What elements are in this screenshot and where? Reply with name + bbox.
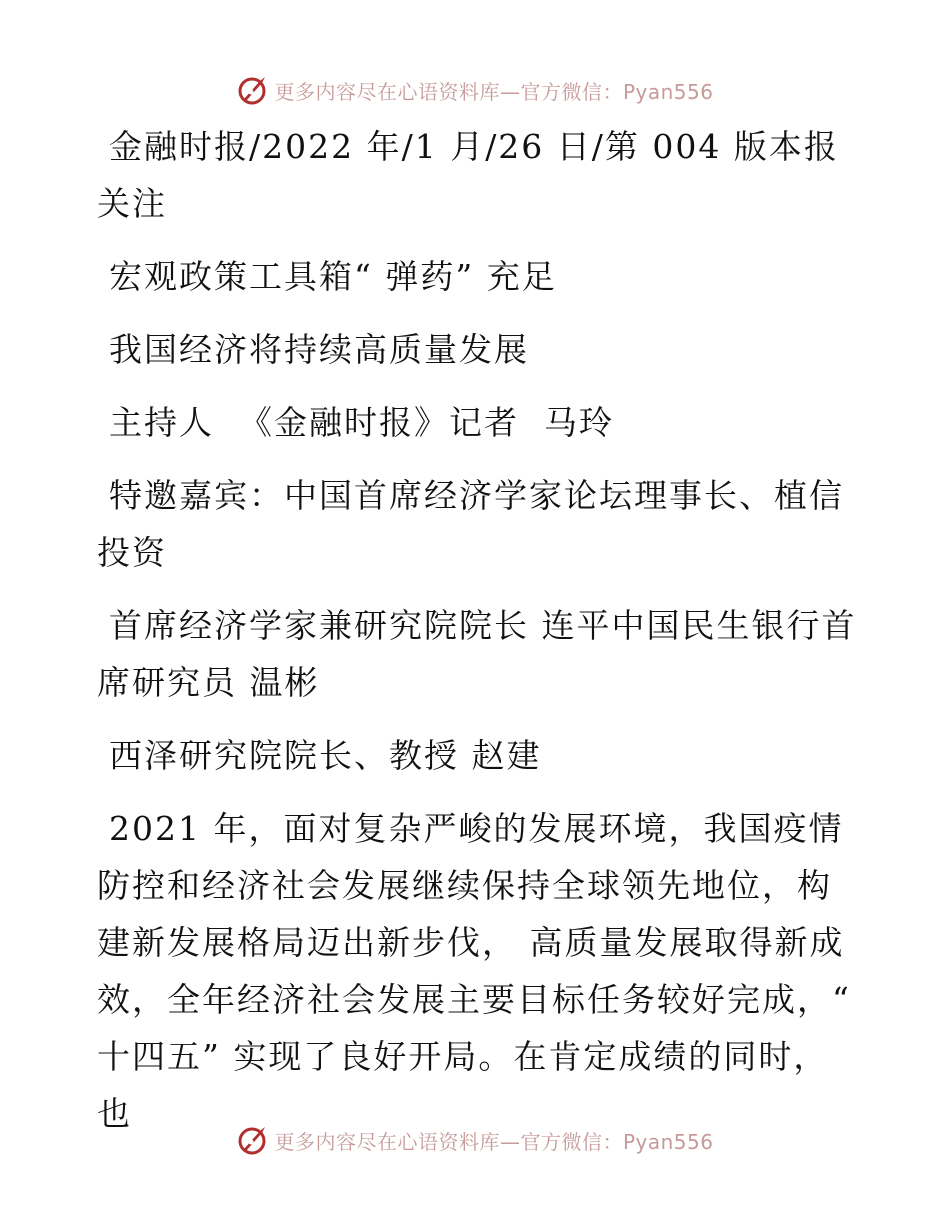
guest-line-2: 首席经济学家兼研究院院长 连平中国民生银行首席研究员 温彬	[97, 606, 857, 702]
watermark-header	[0, 70, 950, 110]
guest-line-3: 西泽研究院院长、教授 赵建	[109, 736, 542, 775]
source-line: 金融时报/2022 年/1 月/26 日/第 004 版本报关注	[97, 127, 839, 223]
body-paragraph: 2021 年，面对复杂严峻的发展环境，我国疫情防控和经济社会发展继续保持全球领先地位，构建新发展格局迈出新步伐， 高质量发展取得新成效，全年经济社会发展主要目标任务较好完成，“ 十四五” 实现了良好开局。在肯定成绩的同时，也	[97, 809, 864, 1133]
headline: 宏观政策工具箱“ 弹药” 充足	[109, 257, 557, 296]
watermark-footer	[0, 1120, 950, 1160]
guest-line-1: 特邀嘉宾：中国首席经济学家论坛理事长、植信投资	[97, 476, 844, 572]
subheadline: 我国经济将持续高质量发展	[109, 330, 529, 369]
document-body	[97, 118, 864, 1142]
pen-logo-icon	[236, 73, 270, 107]
watermark-text: 更多内容尽在心语资料库—官方微信：Pyan556	[274, 79, 714, 104]
pen-logo-icon	[236, 1123, 270, 1157]
host-line: 主持人 《金融时报》记者 马玲	[109, 403, 614, 442]
watermark-text: 更多内容尽在心语资料库—官方微信：Pyan556	[274, 1129, 714, 1154]
